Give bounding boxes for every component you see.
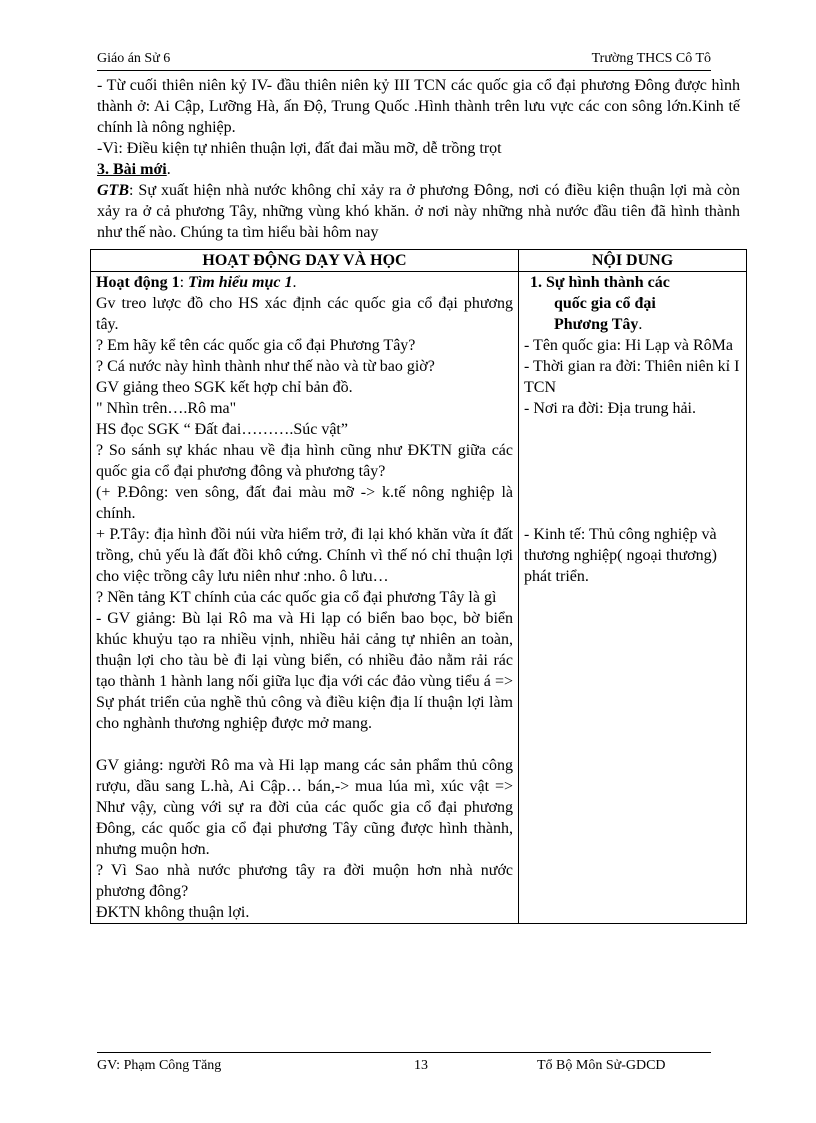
content-item: - Nơi ra đời: Địa trung hải. bbox=[524, 400, 696, 417]
table-row bbox=[91, 272, 747, 924]
column-header-activities: HOẠT ĐỘNG DẠY VÀ HỌC bbox=[91, 250, 519, 272]
activity-colon: : bbox=[179, 274, 189, 291]
header-left: Giáo án Sử 6 bbox=[97, 51, 171, 66]
activity-line: ? Cá nước này hình thành như thế nào và từ bao giờ? bbox=[96, 358, 435, 375]
activity-line: (+ P.Đông: ven sông, đất đai màu mỡ -> k.tế nông nghiệp là chính. bbox=[96, 484, 513, 522]
content-heading-line3 bbox=[524, 314, 741, 335]
activity-heading bbox=[96, 272, 513, 293]
activity-line: ? Vì Sao nhà nước phương tây ra đời muộn hơn nhà nước phương đông? bbox=[96, 862, 513, 900]
activity-line: + P.Tây: địa hình đồi núi vừa hiểm trở, đi lại khó khăn vừa ít đất trồng, chủ yếu là đất đồi khô cứng. Chính vì thế nó chỉ thuận lợi cho việc trồng cây lưu niên như :nho. ô lưu… bbox=[96, 526, 513, 585]
intro-paragraph-2: -Vì: Điều kiện tự nhiên thuận lợi, đất đai mầu mỡ, dễ trồng trọt bbox=[97, 140, 502, 157]
footer-author: GV: Phạm Công Tăng bbox=[97, 1058, 222, 1073]
content-heading-line2: quốc gia cổ đại bbox=[554, 295, 656, 312]
gtb-label: GTB bbox=[97, 182, 129, 199]
header-right: Trường THCS Cô Tô bbox=[591, 51, 711, 66]
content-heading-line1: 1. Sự hình thành các bbox=[530, 274, 670, 291]
content-item: - Tên quốc gia: Hi Lạp và RôMa bbox=[524, 337, 733, 354]
content-heading-text: Phương Tây bbox=[554, 316, 639, 333]
section-title: 3. Bài mới bbox=[97, 161, 167, 178]
column-header-content: NỘI DUNG bbox=[519, 250, 747, 272]
activity-line: ? Em hãy kể tên các quốc gia cổ đại Phương Tây? bbox=[96, 337, 416, 354]
content-item: - Kinh tế: Thủ công nghiệp và thương nghiệp( ngoại thương) phát triển. bbox=[524, 526, 717, 585]
content-cell bbox=[519, 272, 747, 924]
activity-line: HS đọc SGK “ Đất đai……….Súc vật” bbox=[96, 421, 348, 438]
activity-line: GV giảng theo SGK kết hợp chỉ bản đồ. bbox=[96, 379, 353, 396]
gtb-text: : Sự xuất hiện nhà nước không chỉ xảy ra ở phương Đông, nơi có điều kiện thuận lợi mà còn xảy ra ở cả phương Tây, những vùng khó khăn. ở nơi này những nhà nước đầu tiên đã hình thành như thế nào. Chúng ta tìm hiểu bài hôm nay bbox=[97, 182, 740, 241]
content-heading-tail: . bbox=[638, 316, 643, 333]
activity-title-tail: . bbox=[292, 274, 297, 291]
page-header bbox=[97, 51, 711, 71]
blank-space bbox=[524, 419, 741, 524]
header-divider bbox=[97, 70, 711, 71]
footer-divider bbox=[97, 1052, 711, 1053]
activity-label: Hoạt động 1 bbox=[96, 274, 180, 291]
activity-title: Tìm hiểu mục 1 bbox=[188, 274, 293, 291]
activity-line: ĐKTN không thuận lợi. bbox=[96, 904, 250, 921]
activity-line: ? So sánh sự khác nhau về địa hình cũng như ĐKTN giữa các quốc gia cổ đại phương đông và phương tây? bbox=[96, 442, 513, 480]
section-heading bbox=[97, 159, 740, 180]
blank-line bbox=[96, 734, 513, 755]
footer-department: Tổ Bộ Môn Sử-GDCD bbox=[537, 1058, 666, 1073]
table-header-row bbox=[91, 250, 747, 272]
intro-paragraph-1: - Từ cuối thiên niên kỷ IV- đầu thiên niên kỷ III TCN các quốc gia cổ đại phương Đông được hình thành ở: Ai Cập, Lưỡng Hà, ấn Độ, Trung Quốc .Hình thành trên lưu vực các con sông lớn.Kinh tế chính là nông nghiệp. bbox=[97, 77, 740, 136]
activity-line: Gv treo lược đồ cho HS xác định các quốc gia cổ đại phương tây. bbox=[96, 295, 513, 333]
intro-section bbox=[97, 75, 740, 243]
page-number: 13 bbox=[414, 1058, 428, 1073]
activity-line: GV giảng: người Rô ma và Hi lạp mang các sản phẩm thủ công rượu, dầu sang L.hà, Ai Cập… bán,-> mua lúa mì, xúc vật => Như vậy, cùng với sự ra đời của các quốc gia cổ đại phương Đông, các quốc gia cổ đại phương Tây cũng được hình thành, nhưng muộn hơn. bbox=[96, 757, 513, 858]
activity-line: ? Nền tảng KT chính của các quốc gia cổ đại phương Tây là gì bbox=[96, 589, 497, 606]
gtb-paragraph bbox=[97, 180, 740, 243]
section-title-tail: . bbox=[166, 161, 171, 178]
lesson-table bbox=[90, 249, 747, 924]
content-item: - Thời gian ra đời: Thiên niên kỉ I TCN bbox=[524, 358, 740, 396]
activity-line: " Nhìn trên….Rô ma" bbox=[96, 400, 237, 417]
activities-cell bbox=[91, 272, 519, 924]
activity-line: - GV giảng: Bù lại Rô ma và Hi lạp có biển bao bọc, bờ biển khúc khuỷu tạo ra nhiều vịnh, nhiều hải cảng tự nhiên an toàn, thuận lợi cho tàu bè đi lại vùng biển, có nhiều đảo nằm rải rác tạo thành 1 hành lang nối giữa lục địa với các đảo vùng tiểu á => Sự phát triển của nghề thủ công và điều kiện địa lí thuận lợi làm cho nghành thương nghiệp được mở mang. bbox=[96, 610, 513, 732]
